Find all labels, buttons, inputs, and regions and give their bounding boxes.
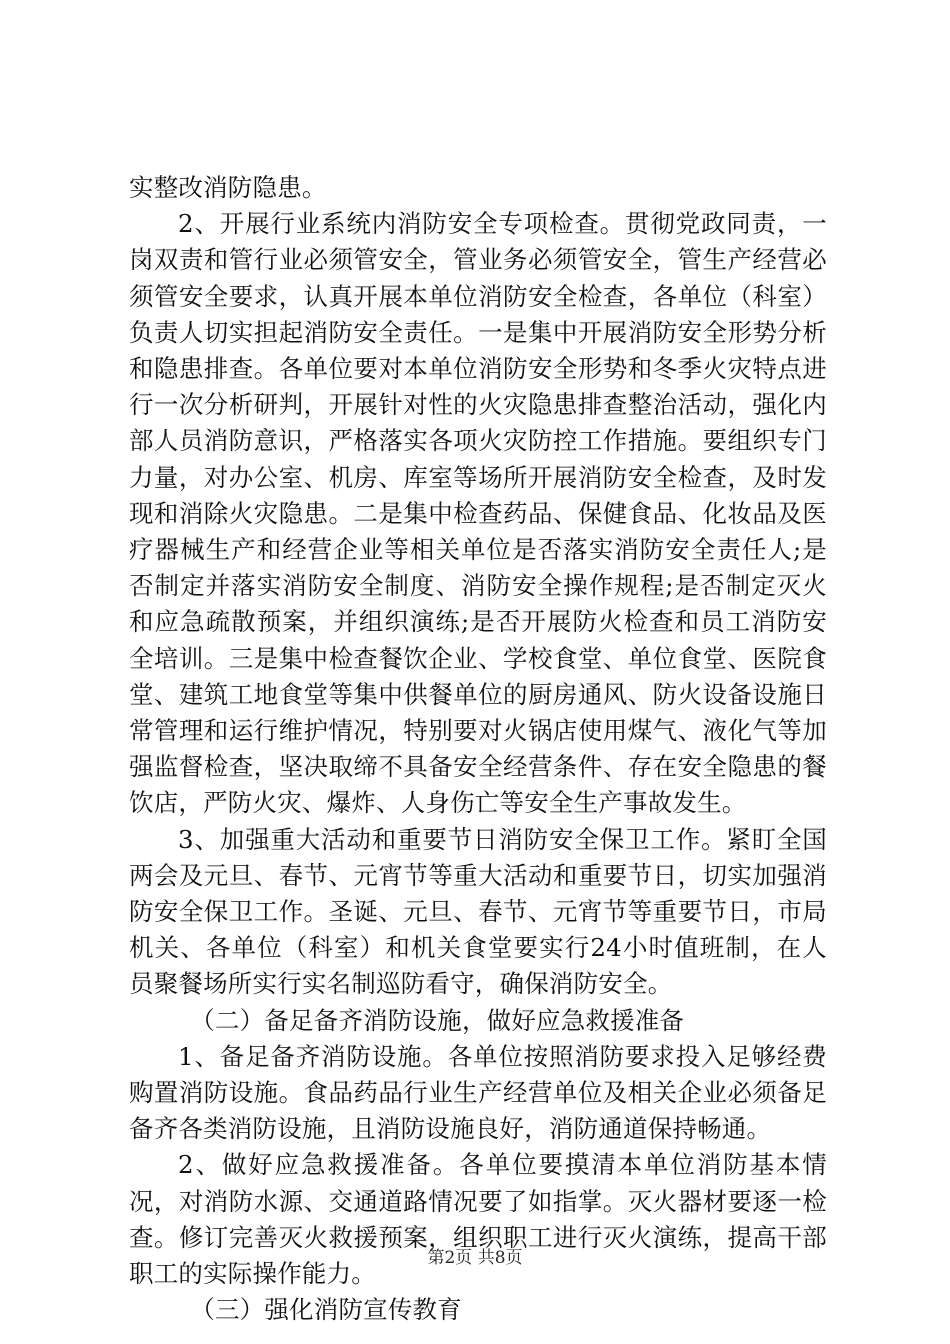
paragraph-item-2-emergency: 2、做好应急救援准备。各单位要摸清本单位消防基本情况，对消防水源、交通道路情况要了如指掌。灭火器材要逐一检查。修订完善灭火救援预案，组织职工进行灭火演练，提高干部职工的实际操作能力。 — [129, 1150, 827, 1289]
paragraph-item-2-inspection: 2、开展行业系统内消防安全专项检查。贯彻党政同责，一岗双责和管行业必须管安全，管业务必须管安全，管生产经营必须管安全要求，认真开展本单位消防安全检查，各单位（科室）负责人切实担起消防安全责任。一是集中开展消防安全形势分析和隐患排查。各单位要对本单位消防安全形势和冬季火灾特点进行一次分析研判，开展针对性的火灾隐患排查整治活动，强化内部人员消防意识，严格落实各项火灾防控工作措施。要组织专门力量，对办公室、机房、库室等场所开展消防安全检查，及时发现和消除火灾隐患。二是集中检查药品、保健食品、化妆品及医疗器械生产和经营企业等相关单位是否落实消防安全责任人;是否制定并落实消防安全制度、消防安全操作规程;是否制定灭火和应急疏散预案，并组织演练;是否开展防火检查和员工消防安全培训。三是集中检查餐饮企业、学校食堂、单位食堂、医院食堂、建筑工地食堂等集中供餐单位的厨房通风、防火设备设施日常管理和运行维护情况，特别要对火锅店使用煤气、液化气等加强监督检查，坚决取缔不具备安全经营条件、存在安全隐患的餐饮店，严防火灾、爆炸、人身伤亡等安全生产事故发生。 — [129, 209, 827, 818]
section-heading-3: （三）强化消防宣传教育 — [190, 1295, 462, 1325]
paragraph-item-3-holiday-security: 3、加强重大活动和重要节日消防安全保卫工作。紧盯全国两会及元旦、春节、元宵节等重大活动和重要节日，切实加强消防安全保卫工作。圣诞、元旦、春节、元宵节等重要节日，市局机关、各单位（科室）和机关食堂要实行24小时值班制，在人员聚餐场所实行实名制巡防看守，确保消防安全。 — [129, 824, 827, 999]
paragraph-item-1-facilities: 1、备足备齐消防设施。各单位按照消防要求投入足够经费购置消防设施。食品药品行业生产经营单位及相关企业必须备足备齐各类消防设施，且消防设施良好，消防通道保持畅通。 — [129, 1041, 827, 1144]
paragraph-continuation: 实整改消防隐患。 — [129, 173, 327, 202]
section-heading-2: （二）备足备齐消防设施，做好应急救援准备 — [190, 1005, 685, 1035]
page-footer: 第2页 共8页 — [427, 1248, 523, 1268]
document-body — [129, 170, 827, 1329]
